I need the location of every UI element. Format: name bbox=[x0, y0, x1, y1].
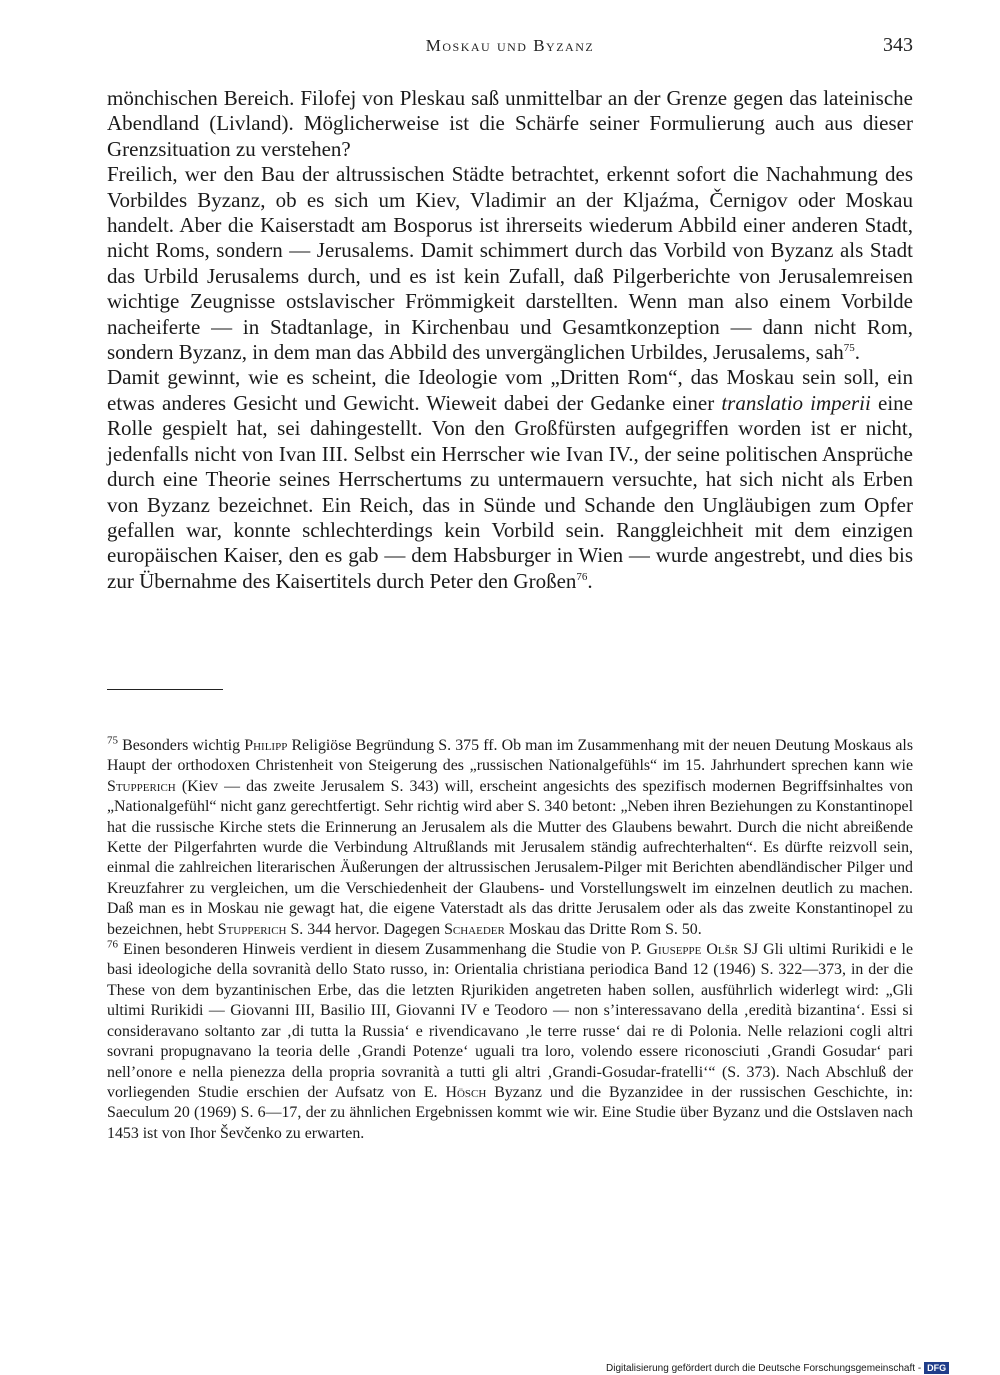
author-name: Schaeder bbox=[444, 920, 505, 938]
page-number: 343 bbox=[883, 34, 913, 56]
footnote-separator bbox=[107, 689, 223, 690]
main-text bbox=[107, 86, 913, 594]
footnote-76-text-1: Einen besonderen Hinweis verdient in diesem Zusammenhang die Studie von P. bbox=[118, 941, 647, 959]
footnote-76-text-2: SJ Gli ultimi Rurikidi e le basi ideologiche della sovranità dello Stato russo, in: Orientalia christiana periodica Band 12 (1946) S. 322—373, in der die These von dem byzantinischen Erbe, das die letzten Rjurikiden angetreten haben sollen, ausführlich widerlegt wird: „Gli ultimi Rurikidi — Giovanni III, Basilio III, Giovanni IV e Teodoro — non s’interessavano della ‚eredità bizantina‘. Essi si consideravano soltanto zar ‚di tutta la Russia‘ e rivendicavano ‚le terre russe‘ dai re di Polonia. Nelle relazioni cogli altri sovrani propugnavano la teoria delle ‚Grandi Potenze‘ uguali tra loro, volendo essere riconosciuti ‚Grandi Gosudar‘ pari nell’onore e nella pienezza della propria sovranità a tutti gli altri ‚Grandi-Gosudar-fratelli‘“ (S. 373). Nach Abschluß der vorliegenden Studie erschien der Aufsatz von E. bbox=[107, 941, 914, 1101]
author-name: Stupperich bbox=[217, 920, 287, 938]
credit-text: Digitalisierung gefördert durch die Deutsche Forschungsgemeinschaft - bbox=[606, 1363, 922, 1374]
running-title: Moskau und Byzanz bbox=[425, 36, 595, 55]
paragraph-1: mönchischen Bereich. Filofej von Pleskau saß unmittelbar an der Grenze gegen das lateinische Abendland (Livland). Möglicherweise ist die Schärfe seiner Formulierung auch aus dieser Grenzsituation zu verstehen? bbox=[107, 86, 913, 161]
footnote-76 bbox=[107, 940, 913, 1144]
author-name: Hösch bbox=[445, 1083, 487, 1101]
footnote-75-text-3: (Kiev — das zweite Jerusalem S. 343) will, erscheint angesichts des spezifisch modernen Begriffsinhaltes von „Nationalgefühl“ nicht ganz gerechtfertigt. Sehr richtig wird aber S. 340 betont: „Neben ihren Beziehungen zu Konstantinopel hat die russische Kirche stets die Erinnerung an Jerusalem als die Mutter des Glaubens bewahrt. Durch die nicht abreißende Kette der Pilgerfahrten wurde die Verbindung Altrußlands mit Jerusalem ständig aufrechterhalten“. Es dürfte reizvoll sein, einmal die zahlreichen literarischen Äußerungen der altrussischen Jerusalem-Pilger mit Berichten abendländischer Pilger und Kreuzfahrer zu vergleichen, um die Verschiedenheit der Glaubens- und Vorstellungswelt im einzelnen deutlich zu machen. Daß man es in Moskau nie gewagt hat, die eigene Vaterstadt als das dritte Jerusalem oder als das zweite Konstantinopel zu bezeichnen, hebt bbox=[107, 777, 913, 938]
italic-phrase: translatio imperii bbox=[721, 390, 871, 415]
footnote-ref-76: 76 bbox=[576, 570, 588, 583]
footnote-75-number: 75 bbox=[107, 734, 118, 747]
dfg-logo-icon: DFG bbox=[924, 1362, 949, 1374]
paragraph-3: Damit gewinnt, wie es scheint, die Ideologie vom „Dritten Rom“, das Moskau sein soll, ein etwas anderes Gesicht und Gewicht. Wieweit dabei der Gedanke einer translatio imperii eine Rolle gespielt hat, sei dahingestellt. Von den Großfürsten aufgegriffen worden ist er nicht, jedenfalls nicht von Ivan III. Selbst ein Herrscher wie Ivan IV., der seine politischen Ansprüche durch eine Theorie seines Herrschertums zu untermauern versuchte, hat sich nicht als Erben von Byzanz bezeichnet. Ein Reich, das in Sünde und Schande den Ungläubigen zum Opfer gefallen war, konnte schlechterdings kein Vorbild sein. Ranggleichheit mit dem einzigen europäischen Kaiser, den es gab — dem Habsburger in Wien — wurde angestrebt, und dies bis zur Übernahme des Kaisertitels durch Peter den Großen$^{76}$. bbox=[107, 365, 913, 593]
footnote-76-text-3: Byzanz und die Byzanzidee in der russischen Geschichte, in: Saeculum 20 (1969) S. 6—17, der zu ähnlichen Ergebnissen kommt wie wir. Eine Studie über Byzanz und die Ostslaven nach 1453 ist von Ihor Ševčenko zu erwarten. bbox=[107, 1083, 913, 1142]
author-name: Philipp bbox=[244, 737, 288, 754]
footnote-75 bbox=[107, 736, 913, 940]
paragraph-3-text-b: eine Rolle gespielt hat, sei dahingestellt. Von den Großfürsten aufgegriffen worden ist er nicht, jedenfalls nicht von Ivan III. Selbst ein Herrscher wie Ivan IV., der seine politischen Ansprüche durch eine Theorie seines Herrschertums zu untermauern versuchte, hat sich nicht als Erben von Byzanz bezeichnet. Ein Reich, das in Sünde und Schande den Ungläubigen zum Opfer gefallen war, konnte schlechterdings kein Vorbild sein. Ranggleichheit mit dem einzigen europäischen Kaiser, den es gab — dem Habsburger in Wien — wurde angestrebt, und dies bis zur Übernahme des Kaisertitels durch Peter den Großen bbox=[107, 390, 913, 593]
paragraph-2: Freilich, wer den Bau der altrussischen Städte betrachtet, erkennt sofort die Nachahmung des Vorbildes Byzanz, ob es sich um Kiev, Vladimir an der Kljaźma, Černigov oder Moskau handelt. Aber die Kaiserstadt am Bosporus ist ihrerseits wiederum Abbild einer anderen Stadt, nicht Roms, sondern — Jerusalems. Damit schimmert durch das Vorbild von Byzanz als Stadt das Urbild Jerusalems durch, und es ist kein Zufall, daß Pilgerberichte von Jerusalemreisen wichtige Zeugnisse ostslavischer Frömmigkeit darstellten. Wenn man also einem Vorbilde nacheiferte — in Stadtanlage, in Kirchenbau und Gesamtkonzeption — dann nicht Rom, sondern Byzanz, in dem man das Abbild des unvergänglichen Urbildes, Jerusalems, sah$^{75}$. bbox=[107, 162, 913, 365]
paragraph-2-text: Freilich, wer den Bau der altrussischen Städte betrachtet, erkennt sofort die Nachahmung des Vorbildes Byzanz, ob es sich um Kiev, Vladimir an der Kljaźma, Černigov oder Moskau handelt. Aber die Kaiserstadt am Bosporus ist ihrerseits wiederum Abbild einer anderen Stadt, nicht Roms, sondern — Jerusalems. Damit schimmert durch das Vorbild von Byzanz als Stadt das Urbild Jerusalems durch, und es ist kein Zufall, daß Pilgerberichte von Jerusalemreisen wichtige Zeugnisse ostslavischer Frömmigkeit darstellten. Wenn man also einem Vorbilde nacheiferte — in Stadtanlage, in Kirchenbau und Gesamtkonzeption — dann nicht Rom, sondern Byzanz, in dem man das Abbild des unvergänglichen Urbildes, Jerusalems, sah bbox=[107, 162, 913, 365]
author-name: Stupperich bbox=[107, 777, 176, 795]
footnotes bbox=[107, 736, 913, 1144]
footnote-75-text-2: Religiöse Begründung S. 375 ff. Ob man im Zusammenhang mit der neuen Deutung Moskaus als Haupt der orthodoxen Christenheit von Steigerung des „russischen Nationalgefühls“ im 15. Jahrhundert sprechen kann wie bbox=[107, 737, 913, 775]
digitization-credit bbox=[606, 1362, 1000, 1375]
paragraph-3-text-a: Damit gewinnt, wie es scheint, die Ideologie vom „Dritten Rom“, das Moskau sein soll, ein etwas anderes Gesicht und Gewicht. Wieweit dabei der Gedanke einer bbox=[107, 365, 913, 415]
running-head bbox=[107, 36, 913, 64]
footnote-75-text-5: Moskau das Dritte Rom S. 50. bbox=[504, 920, 702, 938]
footnote-ref-75: 75 bbox=[843, 342, 855, 355]
footnote-75-text-1: Besonders wichtig bbox=[118, 737, 245, 754]
footnote-76-number: 76 bbox=[107, 938, 118, 951]
footnote-75-text-4: S. 344 hervor. Dagegen bbox=[286, 920, 445, 938]
author-name: Giuseppe Olšr bbox=[646, 941, 739, 959]
